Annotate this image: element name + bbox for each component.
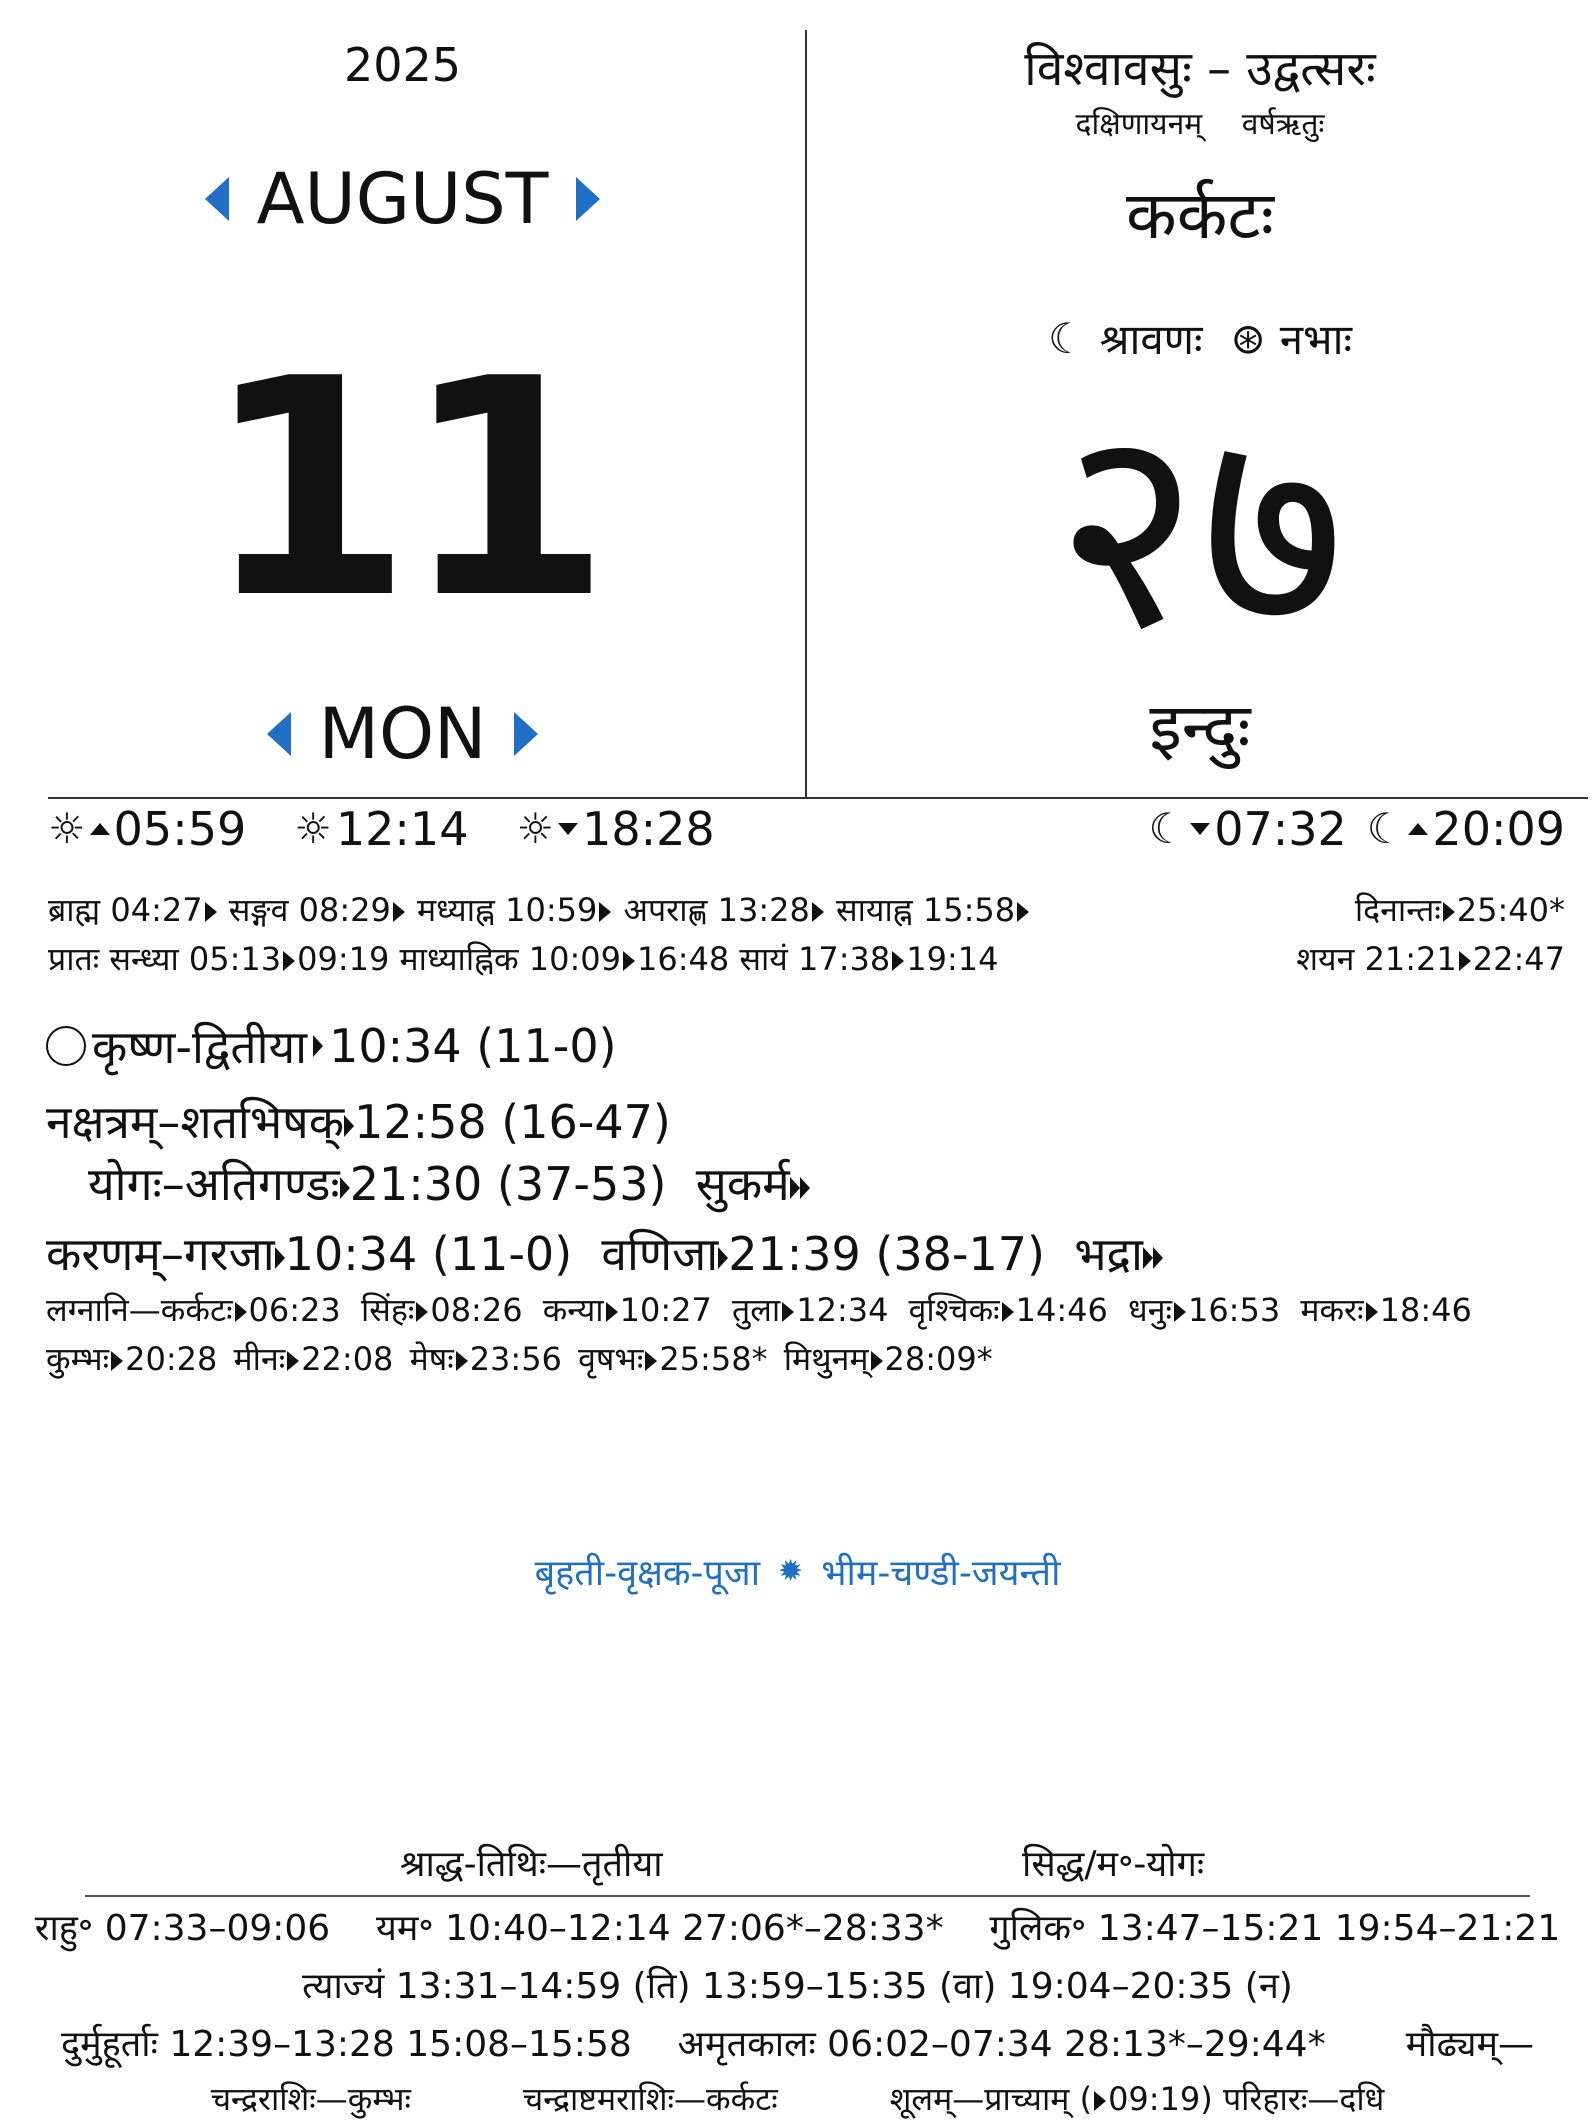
shraddha-tithi: श्राद्ध-तिथिः—तृतीया [400,1844,663,1885]
crescent-moon-icon: ☾ [1048,313,1086,363]
tithi-row [46,1015,617,1077]
festival-item[interactable]: बृहती-वृक्षक-पूजा [534,1553,761,1594]
bottom-divider [85,1895,1530,1897]
moonset-item [1149,802,1347,856]
double-arrow-icon [1153,1247,1163,1269]
karana-end2: 21:39 (38-17) [728,1227,1045,1281]
month-names [805,310,1595,367]
lagna-name: मीनः [233,1340,286,1378]
arrow-icon [275,1247,285,1269]
arrow-icon [1443,902,1455,922]
arrow-icon [340,1177,350,1199]
moon-phase-icon [46,1026,86,1066]
arrow-icon [782,1302,794,1322]
lagna-time: 14:46 [1015,1291,1108,1329]
arrow-icon [645,1351,657,1371]
arrow-icon [1174,1302,1186,1322]
solar-day-number: २७ [1054,366,1346,692]
dinanta-time: 25:40* [1456,891,1565,929]
double-arrow-icon [800,1177,810,1199]
lagna-name: वृषभः [578,1340,644,1378]
day-number: 11 [203,315,602,664]
moonrise-time: 20:09 [1432,802,1565,856]
parihara: परिहारः—दधि [1222,2080,1385,2118]
yoga-next: सुकर्म [695,1157,790,1211]
prev-month-button[interactable] [205,177,229,221]
yoga-row [88,1152,810,1214]
arrow-icon [871,1351,883,1371]
shayana [1296,937,1565,980]
arrow-icon [623,951,635,971]
double-arrow-icon [790,1177,800,1199]
yama-ganda: यम॰ 10:40–12:14 27:06*–28:33* [375,1908,944,1949]
pratah-start: 05:13 [188,940,282,978]
chandra-rashi: चन्द्रराशिः—कुम्भः [210,2080,411,2118]
durmuhurta: दुर्मुहूर्ताः 12:39–13:28 15:08–15:58 [61,2024,632,2065]
sunrise-time: 05:59 [113,802,247,856]
lagna-time: 23:56 [469,1340,562,1378]
arrow-icon [205,902,217,922]
lagna-name: मेषः [409,1340,454,1378]
shulam: शूलम्—प्राच्याम् ( [889,2080,1093,2118]
sayam-start: 17:38 [798,940,891,978]
sunset-time: 18:28 [582,802,715,856]
day-parts-row [48,888,1031,931]
year-label: 2025 [343,38,462,92]
lagna-time: 18:46 [1379,1291,1472,1329]
sun-icon: ☼ [48,804,86,853]
double-arrow-icon [1143,1247,1153,1269]
solar-month: नभाः [1279,315,1352,364]
karana-row [46,1222,1163,1284]
karana-end1: 10:34 (11-0) [284,1227,573,1281]
month-label: AUGUST [256,158,549,240]
sun-icon: ☼ [294,804,332,853]
arrow-icon [416,1302,428,1322]
tithi-end: 10:34 (11-0) [329,1019,617,1073]
lagna-time: 28:09* [884,1340,993,1378]
solar-rashi: कर्कटः [1126,177,1274,254]
lagna-time: 16:53 [1187,1291,1281,1329]
dinanta [1355,888,1565,931]
arrow-icon [892,951,904,971]
samvatsara-title: विश्वावसुः – उद्वत्सरः [1024,41,1376,97]
pratah-label: प्रातः सन्ध्या [48,940,179,978]
aparahna-time: अपराह्ण 13:28 [623,891,810,929]
arrow-icon [1017,902,1029,922]
lagna-name: कुम्भः [46,1340,110,1378]
arrow-icon [287,1351,299,1371]
lagna-time: 22:08 [301,1340,394,1378]
sun-wheel-icon: ⊛ [1230,313,1266,363]
arrow-icon [283,951,295,971]
lagna-name: धनुः [1128,1291,1172,1329]
vara-name: इन्दुः [1149,689,1251,766]
sandhya-row [48,937,998,980]
yoga-label: योगः–अतिगण्डः [88,1157,340,1211]
karana-second: वणिजा [601,1227,719,1281]
rahu-yama-gulika-row [0,1902,1595,1951]
noon-time: 12:14 [335,802,469,856]
rashi-shula-row [0,2077,1595,2120]
festival-list [0,1547,1595,1596]
sun-times [48,802,715,856]
moon-times [1149,802,1565,856]
shayana-label: शयन [1296,940,1355,978]
ayana-ritu: दक्षिणायनम् वर्षऋतुः [1075,107,1325,142]
arrow-icon [313,1035,323,1057]
festival-item[interactable]: भीम-चण्डी-जयन्ती [821,1553,1061,1594]
arrow-icon [1366,1302,1378,1322]
arrow-icon [1094,2091,1106,2111]
arrow-icon [393,902,405,922]
nakshatra-label: नक्षत्रम्–शतभिषक् [46,1095,345,1149]
madhyahna-time: मध्याह्न 10:59 [417,891,598,929]
lagna-name: सिंहः [360,1291,415,1329]
lunar-month: श्रावणः [1099,315,1203,364]
sayahna-time: सायाह्न 15:58 [836,891,1016,929]
moonset-time: 07:32 [1214,802,1347,856]
lagna-time: 06:23 [248,1291,341,1329]
shulam-time: 09:19) [1108,2080,1213,2118]
lagna-time: 20:28 [125,1340,218,1378]
shayana-end: 22:47 [1472,940,1565,978]
lagna-name: कन्या [542,1291,604,1329]
month-selector [0,158,805,240]
durmuhurta-row [0,2018,1595,2067]
madhyahnika-end: 16:48 [637,940,730,978]
lagna-name: वृश्चिकः [908,1291,1000,1329]
crescent-moon-icon: ☾ [1148,804,1187,853]
arrow-icon [111,1351,123,1371]
arrow-icon [344,1115,354,1137]
next-day-button[interactable] [514,712,538,756]
noon-item [294,802,468,856]
karana-label: करणम्–गरजा [46,1227,275,1281]
maudhya: मौढ्यम्— [1405,2024,1534,2065]
lagna-name: कर्कटः [160,1291,233,1329]
sunrise-item [48,802,246,856]
arrow-icon [812,902,824,922]
horizontal-divider [48,797,1588,799]
shayana-start: 21:21 [1364,940,1457,978]
moonrise-item [1367,802,1565,856]
set-arrow-icon [1190,823,1210,835]
sayam-end: 19:14 [906,940,999,978]
star-icon: ✹ [778,1554,804,1589]
set-arrow-icon [558,823,578,835]
arrow-icon [599,902,611,922]
next-month-button[interactable] [576,177,600,221]
arrow-icon [456,1351,468,1371]
tyajya-row: त्याज्यं 13:31–14:59 (ति) 13:59–15:35 (वा) 19:04–20:35 (न) [302,1966,1293,2007]
prev-day-button[interactable] [267,712,291,756]
lagna-row-1 [46,1288,1472,1331]
siddha-yoga: सिद्ध/म॰-योगः [1022,1844,1205,1885]
arrow-icon [606,1302,618,1322]
lagna-name: तुला [731,1291,781,1329]
crescent-moon-icon: ☾ [1366,804,1405,853]
lagna-time: 08:26 [430,1291,523,1329]
rahu-kala: राहु॰ 07:33–09:06 [34,1908,331,1949]
arrow-icon [235,1302,247,1322]
sayam-label: सायं [739,940,788,978]
sun-icon: ☼ [516,804,555,853]
sunset-item [516,802,714,856]
lagna-name: मिथुनम् [783,1340,869,1378]
arrow-icon [718,1247,728,1269]
rise-arrow-icon [1408,823,1428,835]
nakshatra-row [46,1090,671,1152]
gulika-kala: गुलिक॰ 13:47–15:21 19:54–21:21 [989,1908,1561,1949]
madhyahnika-label: माध्याह्निक [399,940,519,978]
nakshatra-end: 12:58 (16-47) [354,1095,671,1149]
lagna-time: 10:27 [619,1291,712,1329]
karana-next: भद्रा [1074,1227,1143,1281]
madhyahnika-start: 10:09 [528,940,621,978]
lagna-time: 25:58* [659,1340,768,1378]
weekday-label: MON [318,693,487,775]
lagna-row-2 [46,1337,993,1380]
sangava-time: सङ्गव 08:29 [228,891,391,929]
rise-arrow-icon [90,823,110,835]
lagna-label: लग्नानि— [46,1291,161,1329]
dinanta-label: दिनान्तः [1354,891,1441,929]
lagna-time: 12:34 [796,1291,889,1329]
weekday-selector [0,693,805,775]
tithi-name: कृष्ण-द्वितीया [92,1020,308,1074]
lagna-name: मकरः [1300,1291,1364,1329]
arrow-icon [1459,951,1471,971]
arrow-icon [1002,1302,1014,1322]
chandrashtama-rashi: चन्द्राष्टमराशिः—कर्कटः [522,2080,778,2118]
pratah-end: 09:19 [297,940,390,978]
yoga-end: 21:30 (37-53) [349,1157,667,1211]
amrita-kala: अमृतकालः 06:02–07:34 28:13*–29:44* [677,2024,1326,2065]
brahma-time: ब्राह्म 04:27 [48,891,203,929]
